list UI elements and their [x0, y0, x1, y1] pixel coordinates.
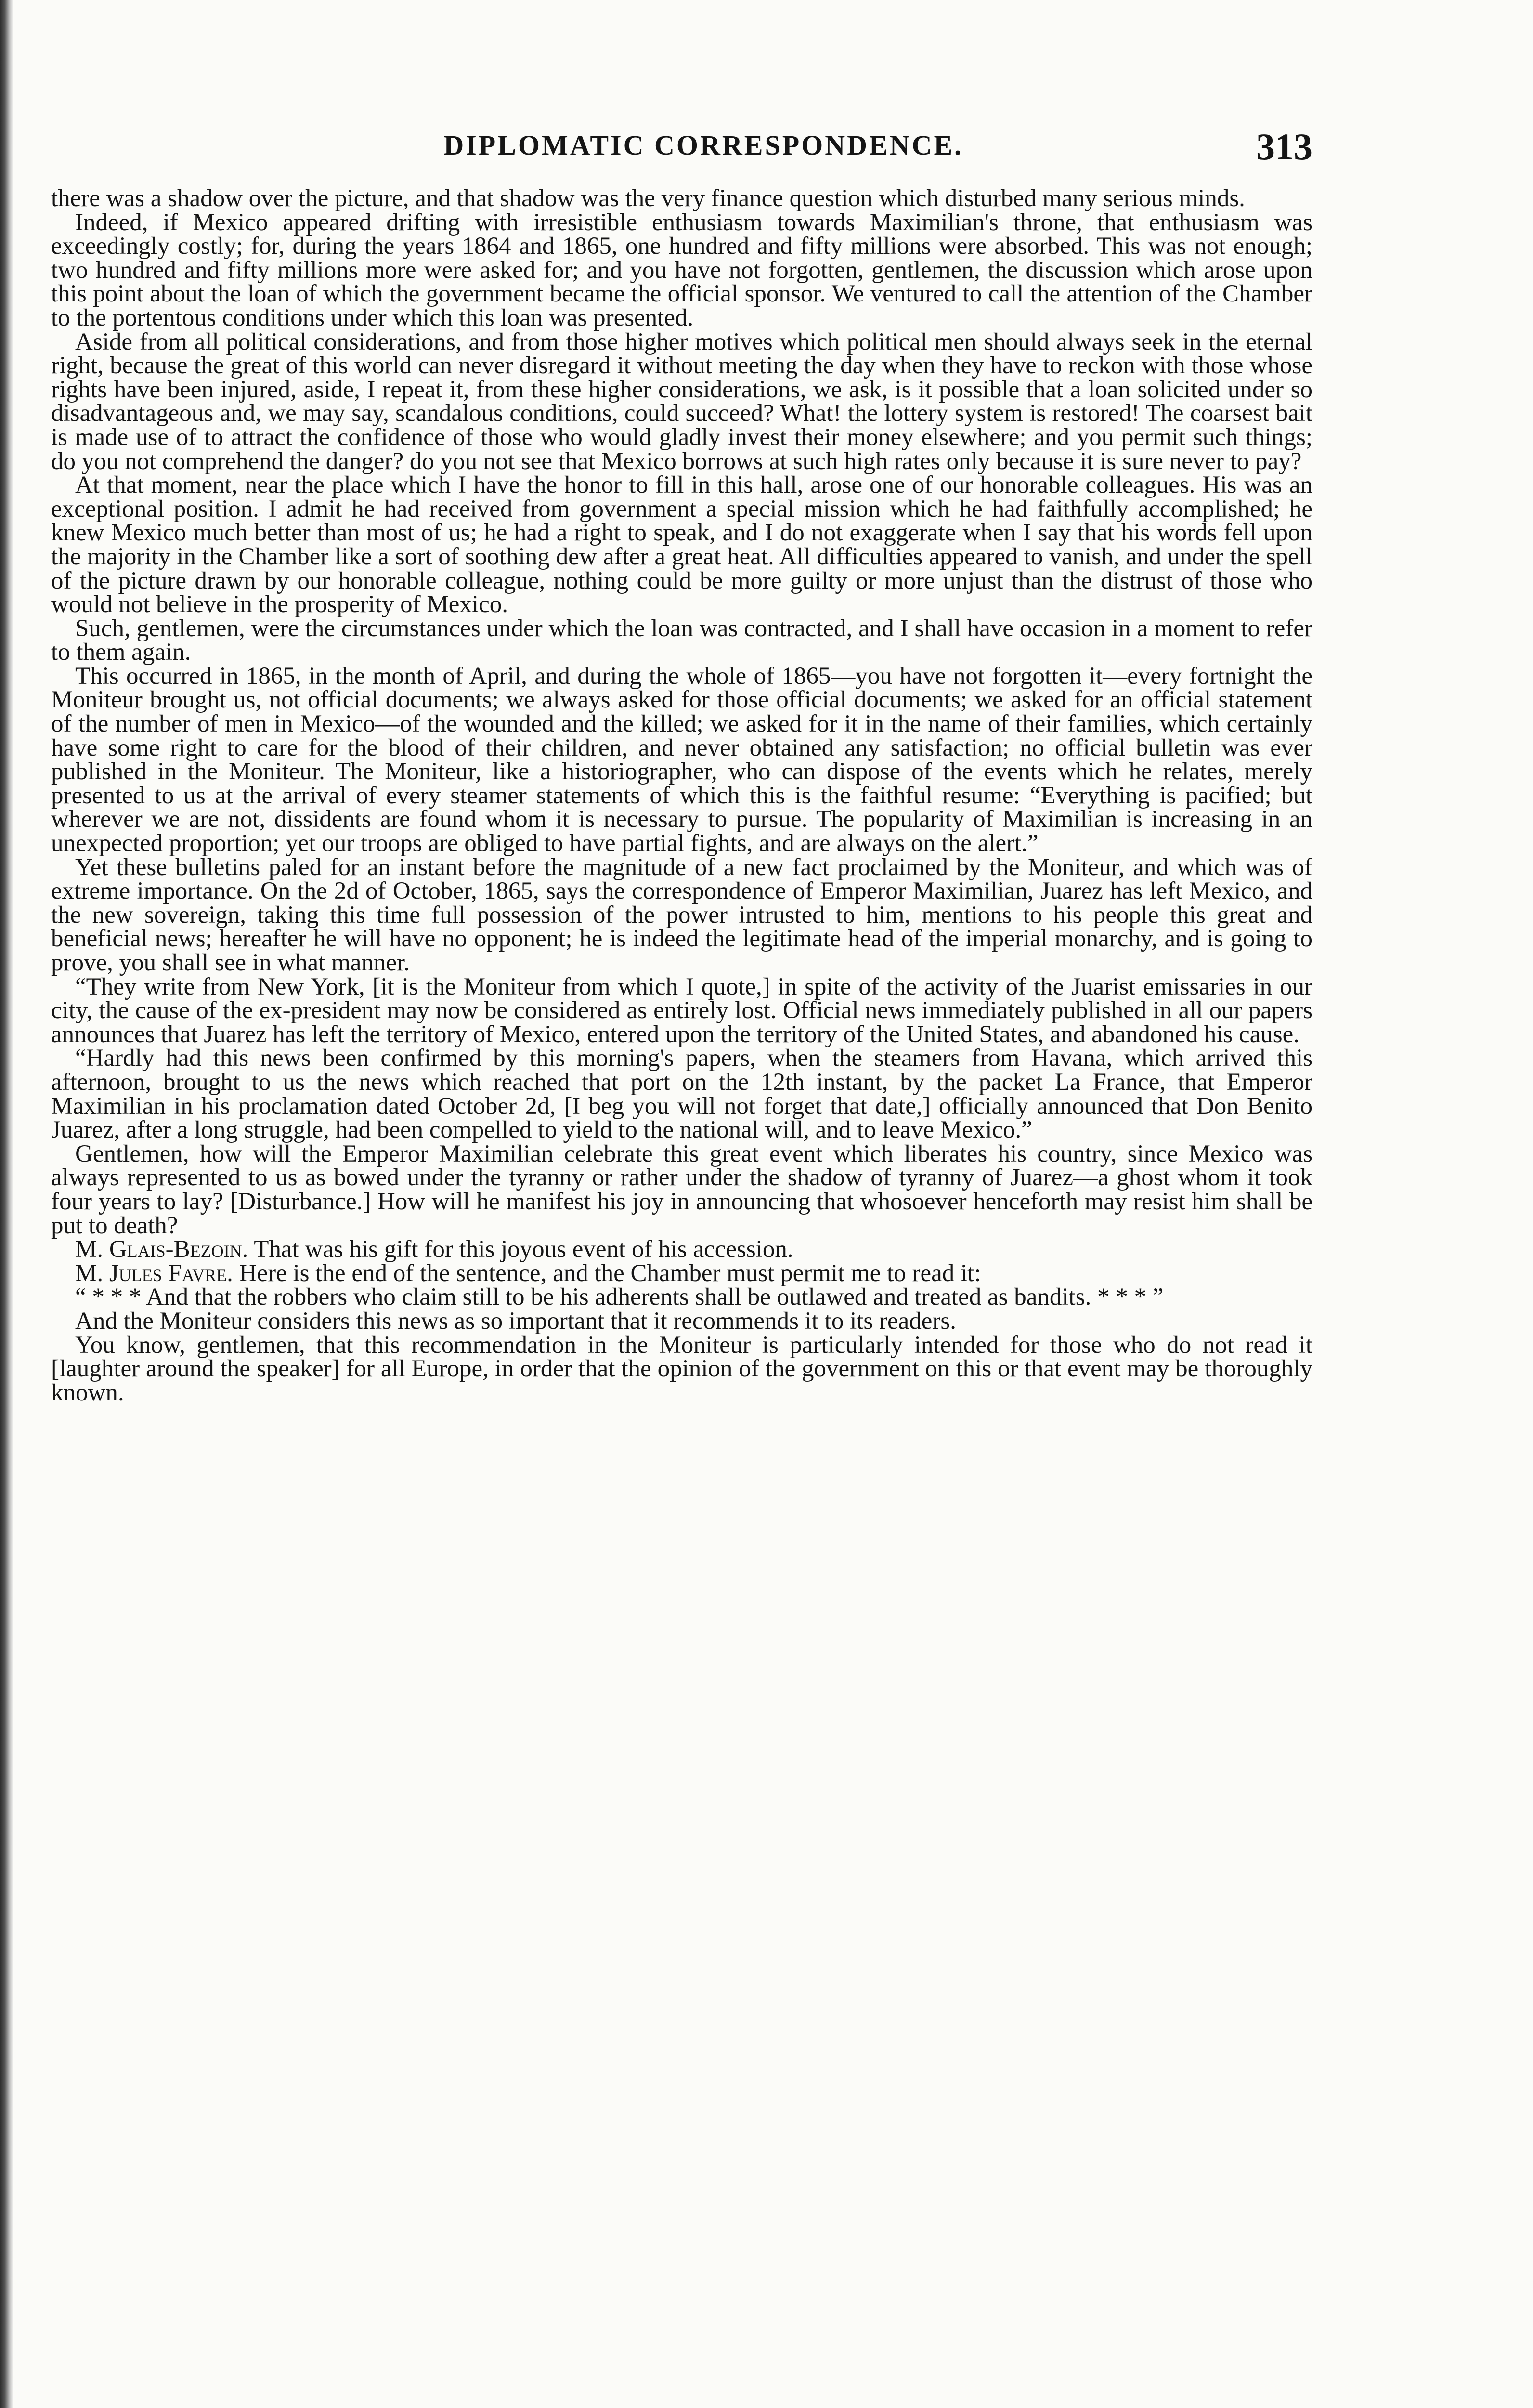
paragraph: Aside from all political considerations, and from those higher motives which political men should always seek in the eternal right, because the great of this world can never disregard it without meeting the day when they have to reckon with those whose rights have been injured, aside, I repeat it, from these higher considerations, we ask, is it possible that a loan solicited under so disadvantageous and, we may say, scandalous conditions, could succeed? What! the lottery system is restored! The coarsest bait is made use of to attract the confidence of those who would gladly invest their money elsewhere; and you permit such things; do you not comprehend the danger? do you not see that Mexico borrows at such high rates only because it is sure never to pay?	[51, 328, 1312, 475]
running-title: DIPLOMATIC CORRESPONDENCE.	[443, 130, 963, 161]
speaker-paragraph	[51, 1259, 1312, 1287]
quoted-paragraph: “ * * * And that the robbers who claim still to be his adherents shall be outlawed and treated as bandits. * * * ”	[75, 1283, 1164, 1311]
quoted-paragraph: “They write from New York, [it is the Moniteur from which I quote,] in spite of the activity of the Juarist emissaries in our city, the cause of the ex-president may now be considered as entirely lost. Official news immediately published in all our papers announces that Juarez has left the territory of Mexico, entered upon the territory of the United States, and abandoned his cause.	[51, 973, 1312, 1048]
paragraph: Indeed, if Mexico appeared drifting with irresistible enthusiasm towards Maximilian's throne, that enthusiasm was exceedingly costly; for, during the years 1864 and 1865, one hundred and fifty millions were absorbed. This was not enough; two hundred and fifty millions more were asked for; and you have not forgotten, gentlemen, the discussion which arose upon this point about the loan of which the government became the official sponsor. We ventured to call the attention of the Chamber to the portentous conditions under which this loan was presented.	[51, 209, 1312, 331]
speaker-name: M. Jules Favre.	[75, 1259, 233, 1287]
speaker-text: Here is the end of the sentence, and the Chamber must permit me to read it:	[233, 1259, 981, 1287]
paragraph: At that moment, near the place which I have the honor to fill in this hall, arose one of our honorable colleagues. His was an exceptional position. I admit he had received from government a special mission which he had faithfully accomplished; he knew Mexico much better than most of us; he had a right to speak, and I do not exaggerate when I say that his words fell upon the majority in the Chamber like a sort of soothing dew after a great heat. All difficulties appeared to vanish, and under the spell of the picture drawn by our honorable colleague, nothing could be more guilty or more unjust than the distrust of those who would not believe in the prosperity of Mexico.	[51, 471, 1312, 618]
page-binding-edge	[0, 0, 13, 2408]
speaker-name: M. Glais-Bezoin.	[75, 1236, 248, 1263]
paragraph: Such, gentlemen, were the circumstances under which the loan was contracted, and I shall have occasion in a moment to refer to them again.	[51, 615, 1312, 666]
speaker-paragraph	[51, 1238, 1312, 1262]
page-header	[51, 126, 1312, 187]
paragraph-continued: there was a shadow over the picture, and that shadow was the very finance question which disturbed many serious minds.	[51, 185, 1245, 212]
quoted-paragraph: “Hardly had this news been confirmed by this morning's papers, when the steamers from Havana, which arrived this afternoon, brought to us the news which reached that port on the 12th instant, by the packet La France, that Emperor Maximilian in his proclamation dated October 2d, [I beg you will not forget that date,] officially announced that Don Benito Juarez, after a long struggle, had been compelled to yield to the national will, and to leave Mexico.”	[51, 1045, 1312, 1144]
paragraph: Yet these bulletins paled for an instant before the magnitude of a new fact proclaimed by the Moniteur, and which was of extreme importance. On the 2d of October, 1865, says the correspondence of Emperor Maximilian, Juarez has left Mexico, and the new sovereign, taking this time full possession of the power intrusted to him, mentions to his people this great and beneficial news; hereafter he will have no opponent; he is indeed the legitimate head of the imperial monarchy, and is going to prove, you shall see in what manner.	[51, 853, 1312, 976]
paragraph: Gentlemen, how will the Emperor Maximilian celebrate this great event which liberates his country, since Mexico was always represented to us as bowed under the tyranny or rather under the shadow of tyranny of Juarez—a ghost whom it took four years to lay? [Disturbance.] How will he manifest his joy in announcing that whosoever henceforth may resist him shall be put to death?	[51, 1140, 1312, 1239]
paragraph: And the Moniteur considers this news as so important that it recommends it to its readers.	[75, 1307, 956, 1335]
document-page	[51, 126, 1312, 1406]
paragraph: You know, gentlemen, that this recommendation in the Moniteur is particularly intended for those who do not read it [laughter around the speaker] for all Europe, in order that the opinion of the government on this or that event may be thoroughly known.	[51, 1331, 1312, 1406]
speaker-text: That was his gift for this joyous event of his accession.	[248, 1236, 793, 1263]
page-number: 313	[1256, 126, 1312, 168]
paragraph: This occurred in 1865, in the month of April, and during the whole of 1865—you have not forgotten it—every fortnight the Moniteur brought us, not official documents; we always asked for those official documents; we asked for an official statement of the number of men in Mexico—of the wounded and the killed; we asked for it in the name of their families, which certainly have some right to care for the blood of their children, and never obtained any satisfaction; no official bulletin was ever published in the Moniteur. The Moniteur, like a historiographer, who can dispose of the events which he relates, merely presented to us at the arrival of every steamer statements of which this is the faithful resume: “Everything is pacified; but wherever we are not, dissidents are found whom it is necessary to pursue. The popularity of Maximilian is increasing in an unexpected proportion; yet our troops are obliged to have partial fights, and are always on the alert.”	[51, 662, 1312, 857]
body-text	[51, 187, 1312, 1405]
